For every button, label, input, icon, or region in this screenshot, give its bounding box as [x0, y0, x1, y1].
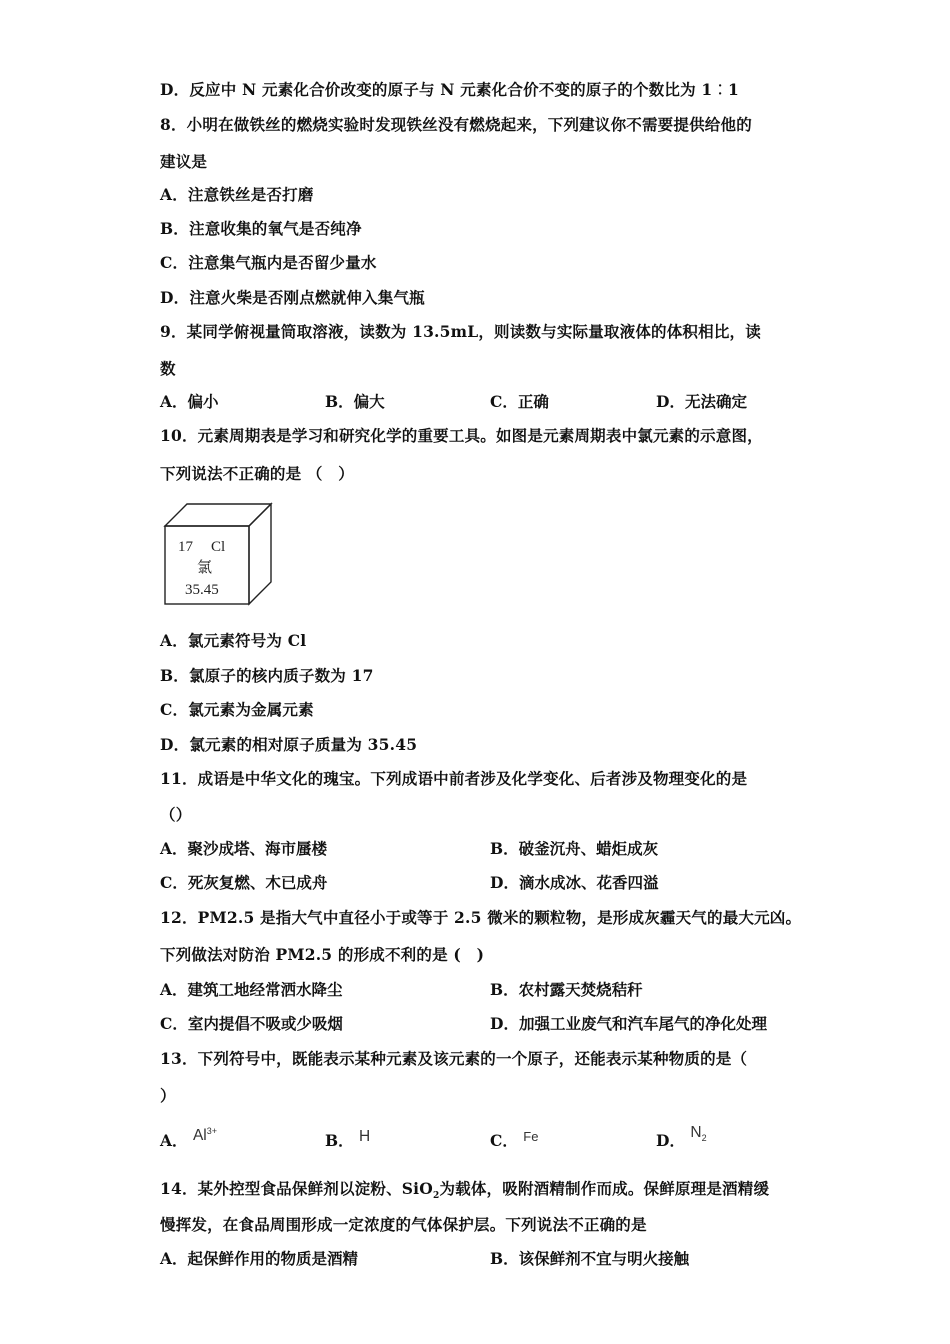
- question-8-option-d: D．注意火柴是否刚点燃就伸入集气瓶: [160, 288, 425, 307]
- question-11-option-b: B．破釜沉舟、蜡炬成灰: [490, 839, 659, 858]
- question-13-option-d: [656, 1124, 707, 1152]
- question-8-option-a: A．注意铁丝是否打磨: [160, 185, 314, 204]
- question-14-stem: [160, 1177, 769, 1201]
- question-9-stem-cont: 数: [160, 359, 176, 378]
- option-a-label: A．: [160, 1131, 188, 1150]
- question-8-option-b: B．注意收集的氧气是否纯净: [160, 219, 362, 238]
- question-9-option-a: A．偏小: [160, 392, 219, 411]
- option-b-label: B．: [325, 1131, 354, 1150]
- n2-symbol: $N_2$: [690, 1124, 707, 1144]
- question-9-option-d: D．无法确定: [656, 392, 747, 411]
- question-14-option-b: B．该保鲜剂不宜与明火接触: [490, 1249, 690, 1268]
- question-8-option-c: C．注意集气瓶内是否留少量水: [160, 253, 377, 272]
- option-d-label: D．: [656, 1131, 685, 1150]
- question-10-option-a: A．氯元素符号为 Cl: [160, 631, 307, 650]
- question-11-option-c: C．死灰复燃、木已成舟: [160, 873, 328, 892]
- element-mass: 35.45: [185, 582, 219, 598]
- question-8-stem: 8．小明在做铁丝的燃烧实验时发现铁丝没有燃烧起来，下列建议你不需要提供给他的: [160, 115, 752, 134]
- question-10-stem-cont: 下列说法不正确的是 （ ）: [160, 464, 354, 483]
- question-12-stem: 12．PM2.5 是指大气中直径小于或等于 2.5 微米的颗粒物，是形成灰霾天气的最大元凶。: [160, 908, 802, 927]
- al-ion-symbol: $Al^{3+}$: [192, 1125, 217, 1144]
- question-10-option-b: B．氯原子的核内质子数为 17: [160, 666, 374, 685]
- question-9-option-c: C．正确: [490, 392, 549, 411]
- element-number: 17: [178, 539, 193, 555]
- question-11-stem-cont: （）: [160, 805, 192, 824]
- question-13-option-c: [490, 1129, 538, 1151]
- h-symbol: H: [359, 1128, 371, 1145]
- line-q7-option-d: D．反应中 N 元素化合价改变的原子与 N 元素化合价不变的原子的个数比为 1︰1: [160, 80, 740, 99]
- question-14-stem-part2: 为载体，吸附酒精制作而成。保鲜原理是酒精缓: [439, 1179, 770, 1198]
- question-10-stem: 10．元素周期表是学习和研究化学的重要工具。如图是元素周期表中氯元素的示意图，: [160, 426, 763, 445]
- question-14-stem-cont: 慢挥发，在食品周围形成一定浓度的气体保护层。下列说法不正确的是: [160, 1215, 647, 1234]
- question-14-option-a: A．起保鲜作用的物质是酒精: [160, 1249, 359, 1268]
- question-13-stem-cont: ）: [160, 1086, 176, 1105]
- question-13-option-b: [325, 1129, 370, 1151]
- question-12-option-a: A．建筑工地经常洒水降尘: [160, 980, 343, 999]
- question-8-stem-cont: 建议是: [160, 152, 208, 171]
- element-name: 氯: [197, 558, 213, 576]
- question-11-stem: 11．成语是中华文化的瑰宝。下列成语中前者涉及化学变化、后者涉及物理变化的是: [160, 769, 748, 788]
- question-10-option-c: C．氯元素为金属元素: [160, 700, 314, 719]
- question-11-option-d: D．滴水成冰、花香四溢: [490, 873, 659, 892]
- question-12-option-d: D．加强工业废气和汽车尾气的净化处理: [490, 1014, 767, 1033]
- sio2-subscript: 2: [432, 1191, 440, 1202]
- element-symbol: Cl: [211, 539, 226, 555]
- question-9-option-b: B．偏大: [325, 392, 385, 411]
- question-12-option-c: C．室内提倡不吸或少吸烟: [160, 1014, 343, 1033]
- question-14-stem-part1: 14．某外控型食品保鲜剂以淀粉、SiO: [160, 1179, 433, 1198]
- question-10-option-d: D．氯元素的相对原子质量为 35.45: [160, 735, 418, 754]
- question-13-stem: 13．下列符号中，既能表示某种元素及该元素的一个原子，还能表示某种物质的是（: [160, 1049, 748, 1068]
- question-12-option-b: B．农村露天焚烧秸秆: [490, 980, 643, 999]
- option-c-label: C．: [490, 1131, 518, 1150]
- fe-symbol: Fe: [523, 1129, 539, 1144]
- question-12-stem-cont: 下列做法对防治 PM2.5 的形成不利的是 ( ): [160, 945, 485, 964]
- question-11-option-a: A．聚沙成塔、海市蜃楼: [160, 839, 328, 858]
- question-9-stem: 9．某同学俯视量筒取溶液，读数为 13.5mL，则读数与实际量取液体的体积相比，读: [160, 322, 761, 341]
- question-13-option-a: [160, 1125, 217, 1151]
- chlorine-element-card: [163, 502, 273, 606]
